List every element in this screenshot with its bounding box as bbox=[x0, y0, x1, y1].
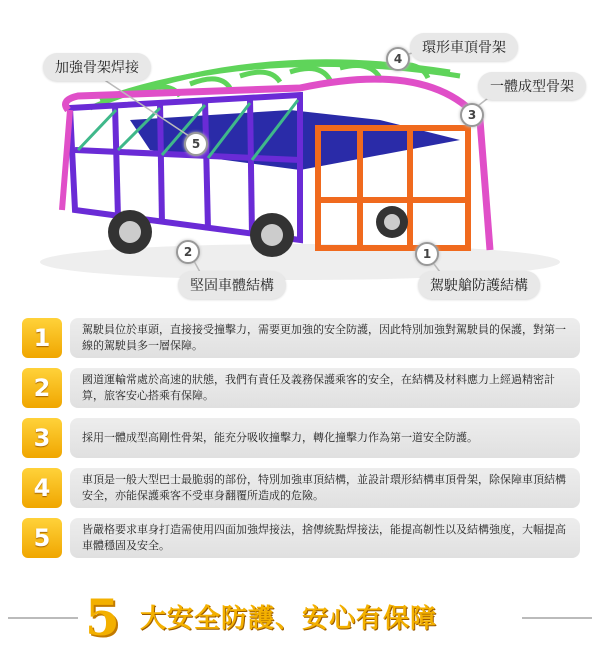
divider-right bbox=[522, 617, 592, 619]
label-monocoque: 一體成型骨架 bbox=[478, 72, 586, 100]
badge-2: 2 bbox=[176, 240, 200, 264]
list-item bbox=[22, 368, 580, 408]
badge-4: 4 bbox=[386, 47, 410, 71]
footer-number: 5 bbox=[85, 588, 120, 647]
list-item bbox=[22, 318, 580, 358]
list-item bbox=[22, 468, 580, 508]
footer-slogan: 大安全防護、安心有保障 bbox=[140, 604, 438, 634]
list-item bbox=[22, 518, 580, 558]
item-number: 1 bbox=[22, 318, 62, 358]
divider-left bbox=[8, 617, 78, 619]
item-text: 皆嚴格要求車身打造需使用四面加強焊接法，捨傳統點焊接法，能提高韌性以及結構強度，大幅提高車體穩固及安全。 bbox=[70, 518, 580, 558]
label-cab-protection: 駕駛艙防護結構 bbox=[418, 271, 540, 299]
badge-5: 5 bbox=[184, 132, 208, 156]
item-number: 5 bbox=[22, 518, 62, 558]
bus-frame-diagram bbox=[0, 0, 600, 310]
label-welding: 加強骨架焊接 bbox=[43, 53, 151, 81]
item-text: 車頂是一般大型巴士最脆弱的部份，特別加強車頂結構，並設計環形結構車頂骨架，除保障車頂結構安全，亦能保護乘客不受車身翻覆所造成的危險。 bbox=[70, 468, 580, 508]
item-text: 駕駛員位於車頭，直接接受撞擊力，需要更加強的安全防護，因此特別加強對駕駛員的保護，對第一線的駕駛員多一層保障。 bbox=[70, 318, 580, 358]
item-number: 2 bbox=[22, 368, 62, 408]
list-item bbox=[22, 418, 580, 458]
item-number: 3 bbox=[22, 418, 62, 458]
badge-3: 3 bbox=[460, 103, 484, 127]
item-number: 4 bbox=[22, 468, 62, 508]
label-body-structure: 堅固車體結構 bbox=[178, 271, 286, 299]
footer-banner bbox=[0, 588, 600, 647]
item-text: 採用一體成型高剛性骨架，能充分吸收撞擊力，轉化撞擊力作為第一道安全防護。 bbox=[70, 418, 580, 458]
badge-1: 1 bbox=[415, 242, 439, 266]
item-text: 國道運輸常處於高速的狀態，我們有責任及義務保護乘客的安全，在結構及材料應力上經過精密計算，旅客安心搭乘有保障。 bbox=[70, 368, 580, 408]
label-roof-frame: 環形車頂骨架 bbox=[410, 33, 518, 61]
feature-list bbox=[22, 318, 580, 568]
